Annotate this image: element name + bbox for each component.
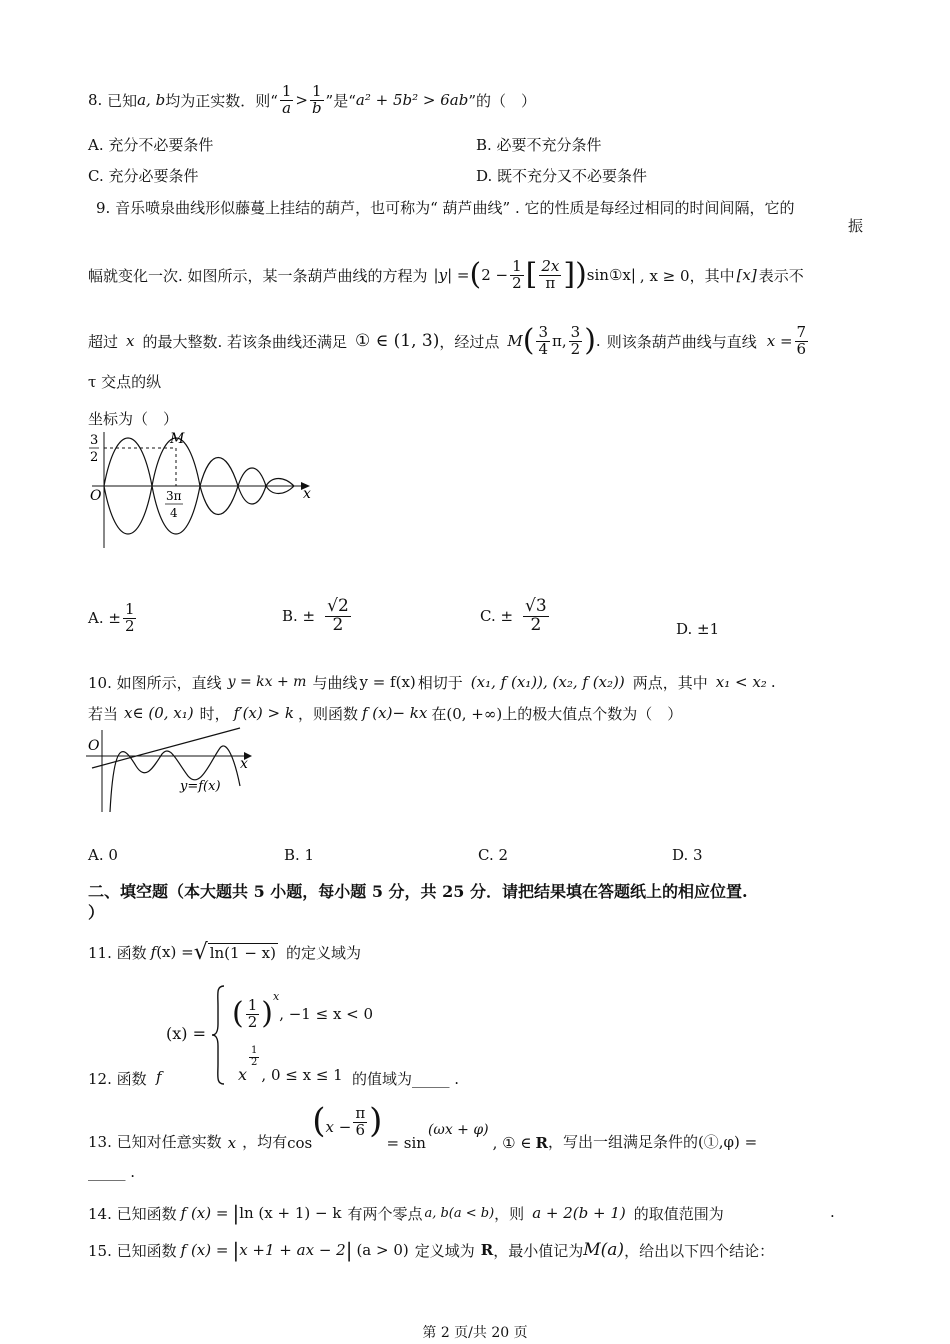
q13-cos: cos [287,1134,313,1152]
q9-m-pi: π, [552,332,567,350]
q9-graph-xt-den: 4 [170,506,178,520]
q10-line2b: 时， [199,704,230,723]
q8-text-b: 均为正实数．则“ [165,91,278,110]
q15-cond: (a > 0) [356,1241,409,1259]
q14-body: ln (x + 1) − k [239,1204,342,1222]
q9-eq-body: 2 − [481,266,509,284]
q9-line3a: 超过 [88,332,119,351]
q8-frac-1-a: $\frac{1}{a}$ [281,81,292,117]
q15-f: f (x) = [180,1241,229,1259]
q13-blank: _____ . [88,1163,136,1181]
q9-graph-y-num: 3 [90,433,99,448]
q10-line-eq: y = kx + m [227,674,307,690]
page-footer: 第 2 页/共 20 页 [422,1325,528,1341]
q10-line2c: ，则函数 [297,704,358,723]
q13-real-set: R [535,1134,548,1152]
q10-line1d: 两点，其中 [632,673,708,692]
q9-m-paren-close: ) [584,323,596,358]
q9-graph-x-label: x [303,486,311,502]
q12-case1-paren-close: ) [261,996,273,1031]
q14-expr: a + 2(b + 1) [532,1204,626,1222]
q10-domain: x∈ (0, x₁) [124,704,194,722]
q10-option-d: D. 3 [672,846,703,864]
q14 [88,1200,724,1226]
q11-f: f [150,943,157,961]
q9-eq-2x-pi: $\frac{2x}{\pi}$ [541,256,560,292]
q9-option-b-label: B. ± [282,607,316,625]
q13-sin-arg: (ωx + φ) [427,1122,489,1138]
q9-graph-y-den: 2 [90,450,99,465]
q11 [88,932,361,972]
q12-case1-paren-open: ( [232,996,244,1031]
q10-graph-x-label: x [240,756,248,772]
q9-option-c-frac: $\frac{√3}{2}$ [525,595,547,635]
q15-text-d: ，给出以下四个结论： [624,1241,775,1260]
q14-text-d: ，则 [494,1204,525,1223]
q9-line2b: , x ≥ 0，其中 [639,266,735,285]
q9-m-y-frac: $\frac{3}{2}$ [570,322,581,358]
q10-option-a: A. 0 [88,846,118,864]
q13-arg: x − [325,1118,352,1136]
q9-option-b [282,592,353,640]
q10-line1b: 与曲线 [312,673,358,692]
q9-line3c: ，经过点 [439,332,500,351]
q10-inequality: x₁ < x₂ [715,673,767,691]
q15-min-value: M(a) [583,1240,625,1260]
q9-option-a-frac: $\frac{1}{2}$ [124,599,135,635]
q8-number: 8. [88,91,103,109]
q9-line2c: 表示不 [758,266,804,285]
q9-line2 [88,248,804,302]
q8-text-c: ”是“ [325,91,356,110]
q9-xeq-frac: $\frac{7}{6}$ [796,322,807,358]
q9-line3d: 则该条葫芦曲线与直线 [606,332,757,351]
q12-label: 12. 函数 [88,1070,147,1088]
q9-point-m: M ( $\frac{3}{4}$ π, $\frac{3}{2}$ ) . [507,322,601,358]
q9-line5: 坐标为（ ） [88,410,179,428]
q13-x: x [227,1134,237,1152]
q13-paren-open: ( [312,1101,326,1141]
q9-line4: τ 交点的纵 [88,373,162,391]
q9-graph-xt-num: 3π [166,489,182,503]
q8-condition: a² + 5b² > 6ab [355,91,469,109]
q10-line1c: 相切于 [417,673,463,692]
q14-zeros: a, b(a < b) [424,1205,495,1221]
q14-end: . [830,1203,835,1221]
q9-eq-bracket-open: [ [525,257,538,292]
q15-real-set: R [480,1241,494,1259]
q13-eq-sin: = sin [386,1134,426,1152]
q9-line1: 9. 音乐喷泉曲线形似藤蔓上挂结的葫芦，也可称为“ 葫芦曲线” . 它的性质是每经过相同的时间间隔，它的 [96,199,795,217]
q9-eq-y: |y| = [433,266,470,284]
q9-x: x [126,332,135,350]
q10-function: f (x)− kx [361,704,428,722]
q9-line2-text: 幅就变化一次. 如图所示，某一条葫芦曲线的方程为 [88,266,428,285]
q10-line2a: 若当 [88,704,119,723]
q8-gt: > [295,91,308,109]
q9-omega-range: ① ∈ (1, 3) [355,331,440,351]
q9-option-a [88,596,138,640]
q11-radical: √ [193,939,208,965]
q8-frac-1-b: $\frac{1}{b}$ [311,81,322,117]
q9-option-c-label: C. ± [480,607,514,625]
q14-label: 14. 已知函数 [88,1204,177,1223]
q10-line1e: . [770,673,776,691]
q10-line1a: 10. 如图所示，直线 [88,673,222,692]
q8-text-d: ”的（ ） [468,91,536,110]
q13 [88,1101,758,1156]
q12-case2-base: x [238,1065,248,1084]
q10-tangent-line [92,728,240,768]
q9-m-x-frac: $\frac{3}{4}$ [538,322,549,358]
q10-graph-curve-label: y=f(x) [180,779,221,794]
q12-case-2 [238,1046,343,1084]
q9-m-paren-open: ( [522,323,535,358]
q9-eq-bracket-close: ] [563,257,576,292]
q12-case1-exp: x [272,990,280,1003]
q9-line-x [766,322,810,358]
q11-label: 11. 函数 [88,943,147,962]
q8-option-d: D. 既不充分又不必要条件 [476,167,648,185]
q9-xeq: x = [766,332,793,350]
q10-curve: y = f(x) [359,673,416,691]
q9-line1b: 振 [848,217,864,235]
q9-eq-half: $\frac{1}{2}$ [512,256,522,292]
q14-f: f (x) = [180,1204,229,1222]
q15-abs-close: | [345,1238,353,1262]
q13-omega-r: , ① ∈ [492,1134,532,1152]
q14-text-e: 的取值范围为 [633,1204,724,1223]
q12-fx: (x) = [166,1024,206,1043]
q12-left-brace [210,984,228,1086]
q12-case1-cond: , −1 ≤ x < 0 [279,1005,374,1023]
q9-equation [433,256,636,292]
q11-suffix: 的定义域为 [286,943,362,962]
q12-case2-cond: , 0 ≤ x ≤ 1 [261,1066,343,1084]
q11-radicand: ln(1 − x) [209,943,276,962]
section2-heading-close: ） [88,903,105,922]
q9-option-c [480,592,551,640]
q9-bracket-x: [x] [736,266,757,284]
q13-text-b: ，均有 [242,1133,288,1151]
q9-option-b-frac: $\frac{√2}{2}$ [327,595,349,635]
q14-text-b: 有两个零点 [347,1204,423,1223]
q9-option-d: D. ±1 [676,620,720,638]
q10-tangent-graph [84,726,256,818]
q8-option-a: A. 充分不必要条件 [88,136,214,154]
q8-text-a: 已知 [107,91,138,110]
q11-fx: (x) = [156,943,194,961]
q15-abs-open: | [232,1238,240,1262]
q8-vars: a, b [137,91,166,109]
q9-line3 [88,313,810,369]
q10-derivative: f′(x) > k [233,704,294,722]
q10-line1 [88,670,776,694]
q15 [88,1237,774,1263]
q10-line2 [88,701,682,725]
q9-option-a-label: A. ± [88,609,121,627]
q9-gourd-curve-graph [86,428,326,552]
q10-tangent-points: (x₁, f (x₁)), (x₂, f (x₂)) [470,673,625,691]
q15-label: 15. 已知函数 [88,1241,177,1260]
q10-line2d: 在(0, +∞)上的极大值点个数为（ ） [431,704,683,723]
q9-eq-tail: sin①x| [586,266,636,284]
q9-point-m-label: M [507,332,523,350]
q13-text-d: ，写出一组满足条件的(①,φ) = [547,1133,758,1151]
q15-text-b: 定义域为 [414,1241,475,1260]
q8-option-b: B. 必要不充分条件 [476,136,602,154]
q10-option-b: B. 1 [284,846,315,864]
q9-graph-origin: O [90,488,102,504]
q9-eq-paren-close: ) [575,257,587,292]
q13-paren-close: ) [369,1101,383,1141]
q13-label: 13. 已知对任意实数 [88,1133,222,1151]
q15-body: x +1 + ax − 2 [239,1241,346,1259]
q8-option-c: C. 充分必要条件 [88,167,199,185]
q12-f: f [156,1068,162,1086]
q9-line3b: 的最大整数. 若该条曲线还满足 [142,332,348,351]
q13-pi-6: $\frac{\pi}{6}$ [355,1104,366,1139]
q10-graph-origin: O [88,738,100,754]
q12-brace-path [212,986,224,1084]
q9-graph-m: M [170,431,185,447]
q15-text-c: ，最小值记为 [493,1241,584,1260]
q10-option-c: C. 2 [478,846,509,864]
q12-suffix: 的值域为_____ . [352,1070,460,1088]
q9-eq-paren-open: ( [469,257,482,292]
q12-case-1 [232,988,373,1040]
q8-stem [88,74,536,126]
q12-case1-frac: $\frac{1}{2}$ [247,995,258,1031]
section2-heading: 二、填空题（本大题共 5 小题，每小题 5 分，共 25 分．请把结果填在答题纸上的相应位置. [88,882,748,901]
q14-abs-open: | [232,1201,240,1225]
q12-case2-exp: $\frac{1}{2}$ [251,1045,258,1068]
